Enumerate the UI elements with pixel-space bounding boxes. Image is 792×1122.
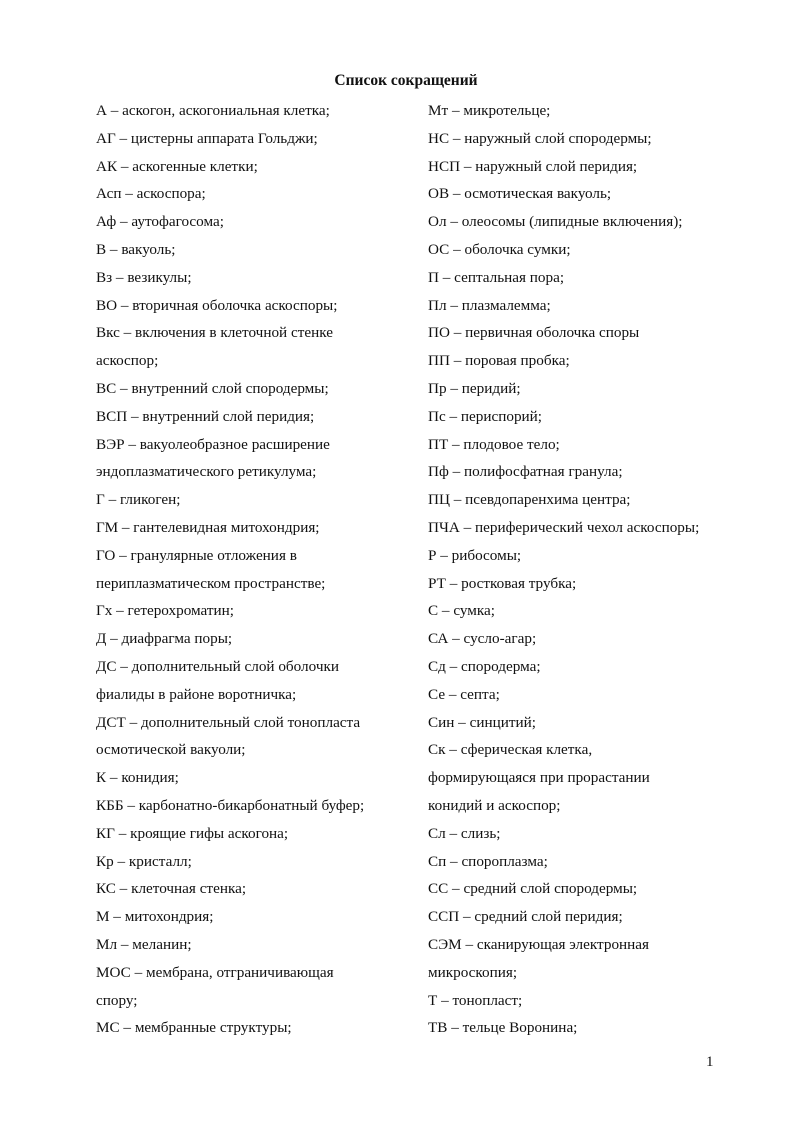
abbreviation-line: КС – клеточная стенка; (96, 880, 247, 898)
abbreviation-line: конидий и аскоспор; (428, 796, 561, 814)
abbreviation-line: КББ – карбонатно-бикарбонатный буфер; (96, 796, 365, 814)
abbreviation-line: П – септальная пора; (428, 268, 565, 286)
abbreviation-line: формирующаяся при прорастании (428, 769, 650, 787)
abbreviation-line: Асп – аскоспора; (96, 185, 206, 203)
abbreviation-line: ПЦ – псевдопаренхима центра; (428, 491, 631, 509)
page-title: Список сокращений (334, 72, 478, 89)
abbreviation-line: ТВ – тельце Воронина; (428, 1019, 578, 1037)
abbreviation-line: СС – средний слой спородермы; (428, 880, 638, 898)
abbreviation-line: ВС – внутренний слой спородермы; (96, 379, 329, 397)
abbreviation-line: Т – тонопласт; (428, 991, 523, 1009)
abbreviation-line: АГ – цистерны аппарата Гольджи; (96, 129, 318, 147)
abbreviation-line: МС – мембранные структуры; (96, 1019, 292, 1037)
abbreviation-line: Г – гликоген; (96, 491, 181, 509)
abbreviation-line: Сд – спородерма; (428, 657, 541, 675)
abbreviation-line: ВЭР – вакуолеобразное расширение (96, 435, 330, 453)
abbreviation-line: осмотической вакуоли; (96, 741, 246, 759)
abbreviation-line: ВО – вторичная оболочка аскоспоры; (96, 296, 338, 314)
abbreviation-line: ПТ – плодовое тело; (428, 435, 560, 453)
abbreviation-line: Кр – кристалл; (96, 852, 192, 870)
abbreviations-left-column (96, 97, 416, 1042)
abbreviation-line: аскоспор; (96, 352, 159, 370)
abbreviation-line: ССП – средний слой перидия; (428, 908, 623, 926)
abbreviation-line: микроскопия; (428, 963, 518, 981)
abbreviation-line: Син – синцитий; (428, 713, 536, 731)
abbreviation-line: А – аскогон, аскогониальная клетка; (96, 102, 330, 119)
abbreviation-line: М – митохондрия; (96, 908, 214, 926)
abbreviation-line: К – конидия; (96, 769, 179, 787)
abbreviation-line: Ол – олеосомы (липидные включения); (428, 213, 683, 231)
abbreviation-line: НС – наружный слой спородермы; (428, 129, 652, 147)
abbreviation-line: Сл – слизь; (428, 824, 501, 842)
abbreviation-line: Се – септа; (428, 685, 500, 703)
abbreviation-line: МОС – мембрана, отграничивающая (96, 963, 334, 981)
abbreviations-right-column (428, 97, 768, 1042)
abbreviation-line: периплазматическом пространстве; (96, 574, 326, 592)
abbreviation-line: В – вакуоль; (96, 240, 176, 258)
page-number: 1 (706, 1054, 714, 1070)
abbreviation-line: АК – аскогенные клетки; (96, 157, 258, 175)
abbreviation-line: Пл – плазмалемма; (428, 296, 551, 314)
abbreviation-line: ПО – первичная оболочка споры (428, 324, 640, 342)
abbreviation-line: Сп – спороплазма; (428, 852, 548, 870)
abbreviation-line: КГ – кроящие гифы аскогона; (96, 824, 289, 842)
abbreviation-line: ВСП – внутренний слой перидия; (96, 407, 315, 425)
abbreviation-line: эндоплазматического ретикулума; (96, 463, 317, 481)
abbreviation-line: Мт – микротельце; (428, 102, 551, 119)
abbreviation-line: Гх – гетерохроматин; (96, 602, 234, 620)
abbreviation-line: ГО – гранулярные отложения в (96, 546, 297, 564)
abbreviation-line: ДСТ – дополнительный слой тонопласта (96, 713, 361, 731)
abbreviation-line: Р – рибосомы; (428, 546, 522, 564)
abbreviation-line: фиалиды в районе воротничка; (96, 685, 297, 703)
abbreviation-line: Вкс – включения в клеточной стенке (96, 324, 333, 342)
abbreviation-line: Пс – периспорий; (428, 407, 543, 425)
abbreviation-line: Вз – везикулы; (96, 268, 192, 286)
abbreviation-line: НСП – наружный слой перидия; (428, 157, 638, 175)
abbreviation-line: ДС – дополнительный слой оболочки (96, 657, 339, 675)
abbreviation-line: РТ – ростковая трубка; (428, 574, 577, 592)
abbreviation-line: ОВ – осмотическая вакуоль; (428, 185, 612, 203)
abbreviation-line: ОС – оболочка сумки; (428, 240, 571, 258)
abbreviation-line: СА – сусло-агар; (428, 630, 537, 648)
abbreviation-line: Пр – перидий; (428, 379, 521, 397)
abbreviation-line: Пф – полифосфатная гранула; (428, 463, 623, 481)
abbreviation-line: Мл – меланин; (96, 935, 192, 953)
abbreviation-line: Аф – аутофагосома; (96, 213, 224, 231)
abbreviation-line: ПП – поровая пробка; (428, 352, 570, 370)
abbreviation-line: спору; (96, 991, 138, 1009)
abbreviation-line: ГМ – гантелевидная митохондрия; (96, 518, 320, 536)
abbreviation-line: ПЧА – периферический чехол аскоспоры; (428, 518, 700, 536)
abbreviation-line: С – сумка; (428, 602, 495, 620)
abbreviation-line: СЭМ – сканирующая электронная (428, 935, 650, 953)
abbreviation-line: Д – диафрагма поры; (96, 630, 233, 648)
abbreviation-line: Ск – сферическая клетка, (428, 741, 593, 759)
